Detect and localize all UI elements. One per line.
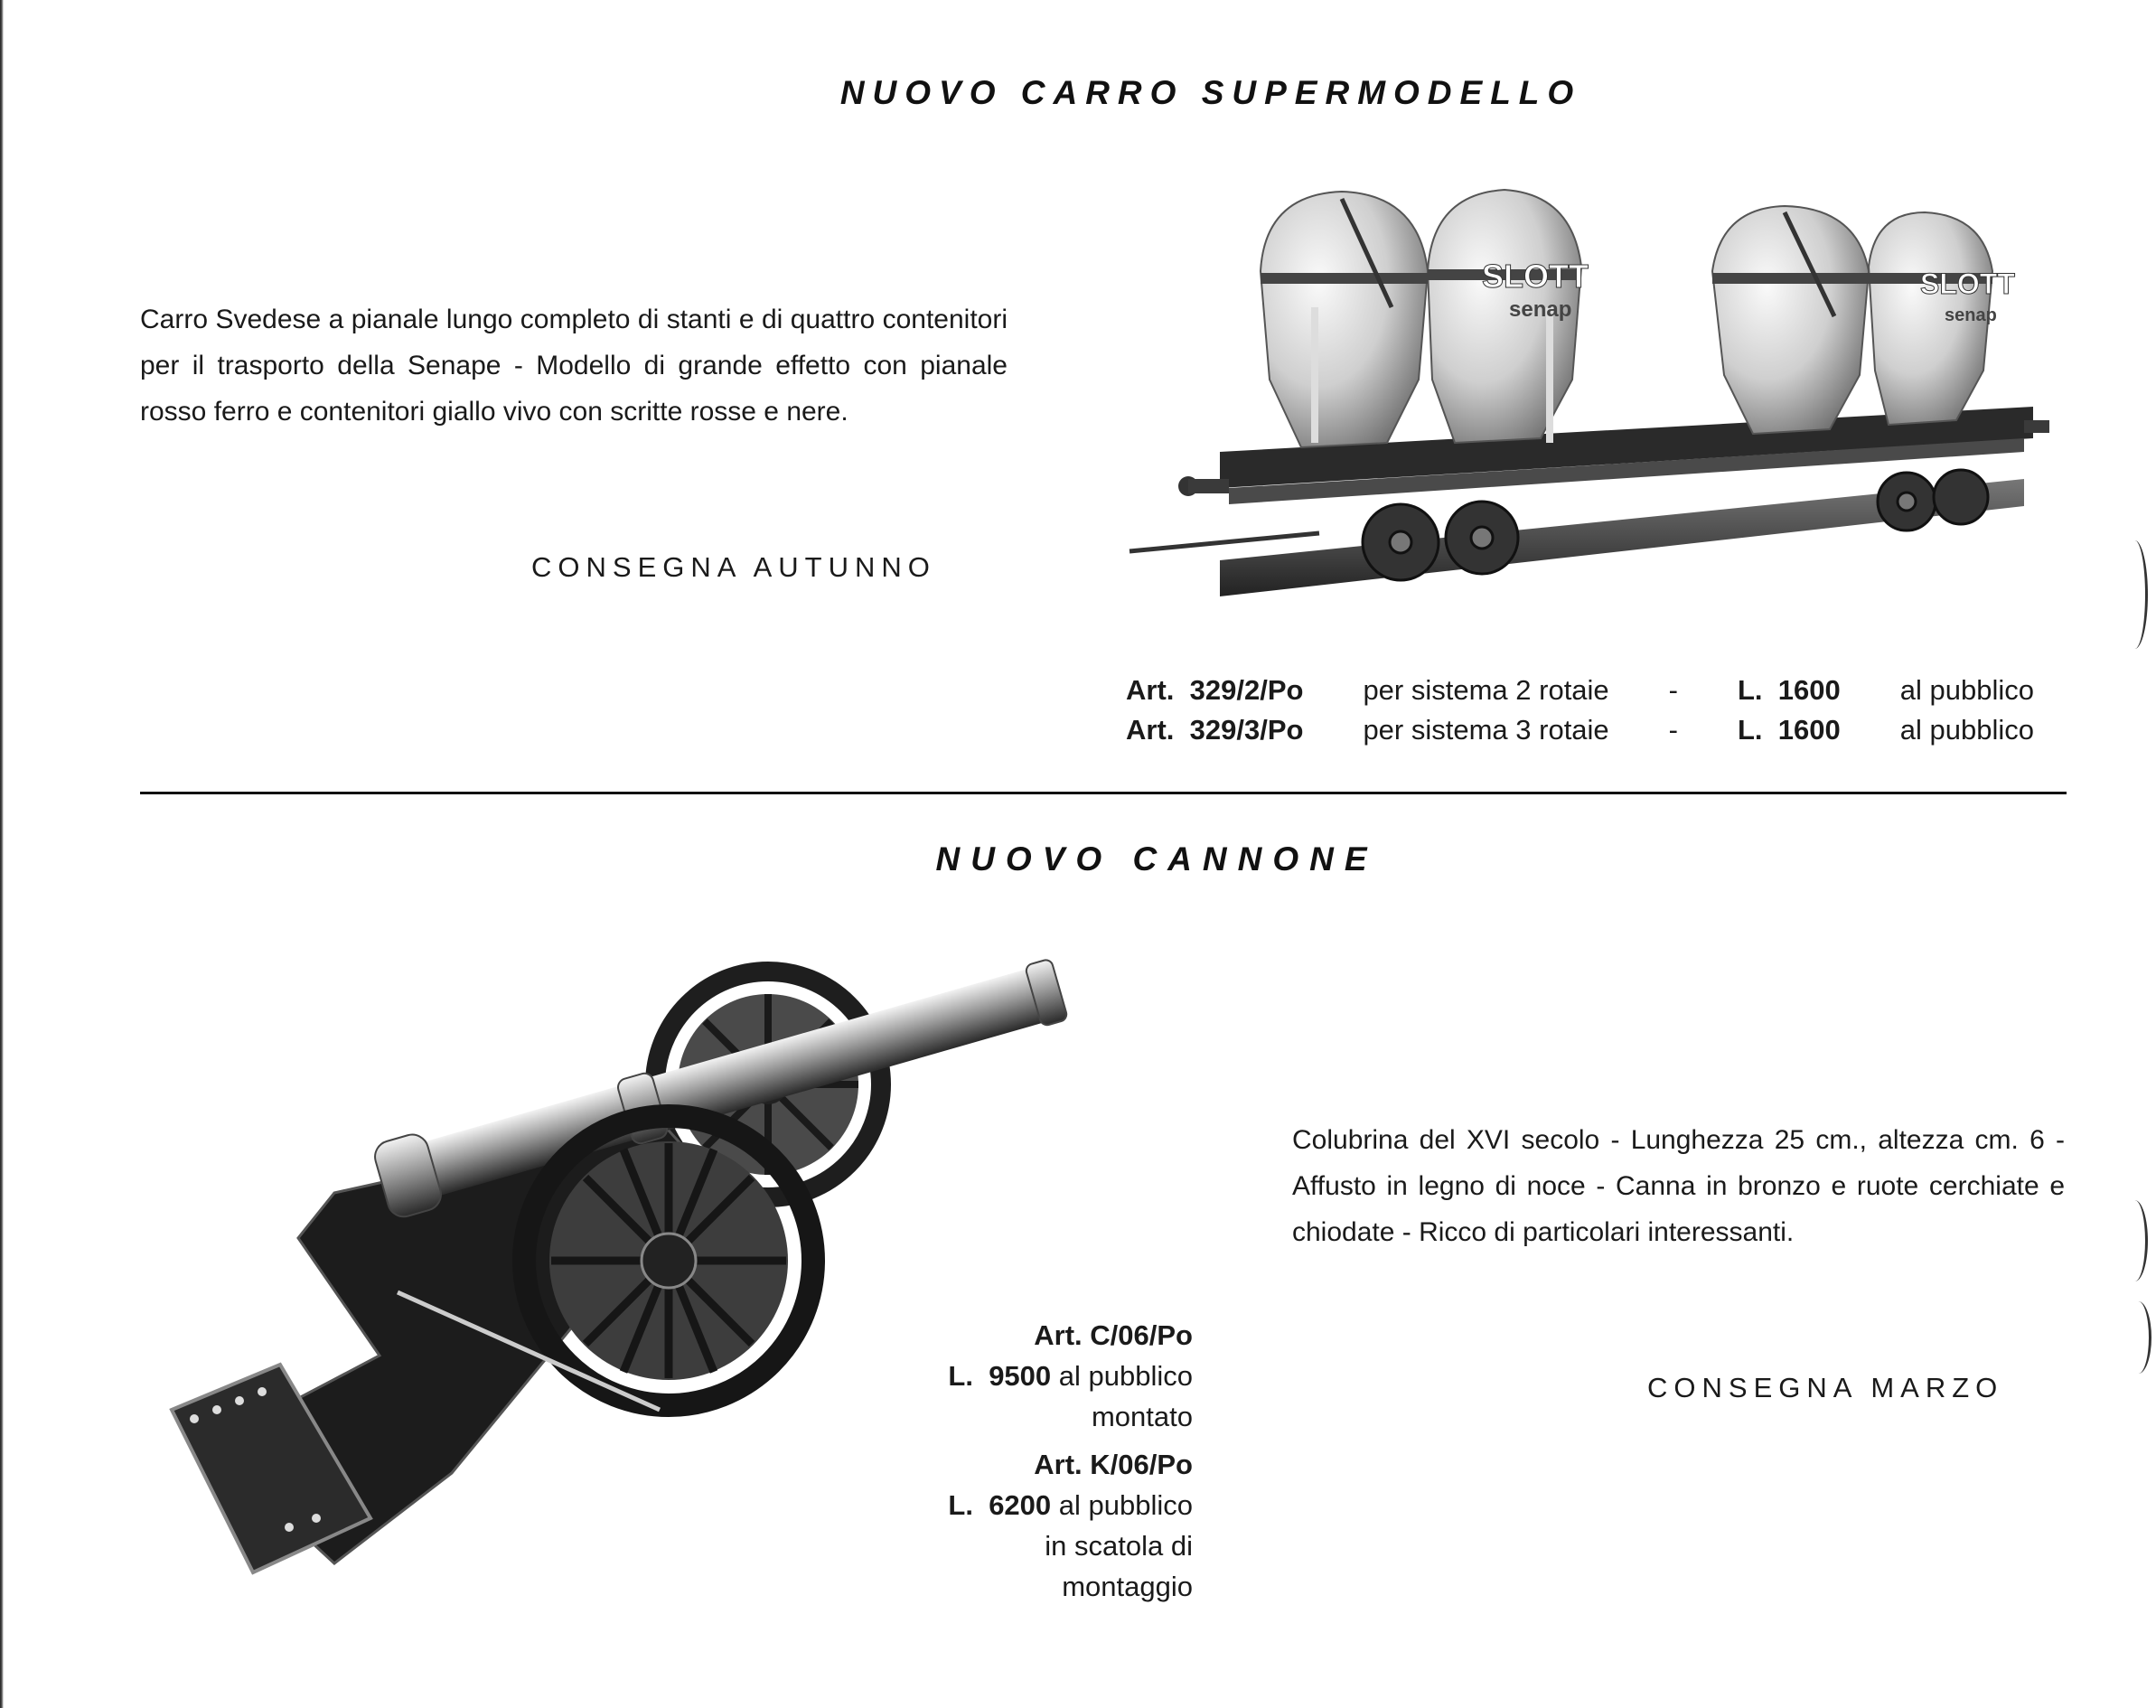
wagon-price-list (1126, 671, 2034, 750)
cannon-description (1292, 1117, 2065, 1255)
wagon-price-row (1126, 671, 2034, 710)
rail-system: per sistema 3 rotaie (1363, 714, 1609, 746)
container-sub-text: senap (1509, 297, 1572, 322)
container-sub-text: senap (1945, 305, 1997, 325)
cannon-price-item (813, 1444, 1193, 1607)
price-suffix: al pubblico (1058, 1489, 1193, 1521)
currency: L. (948, 1360, 973, 1392)
cannon-section-heading: NUOVO CANNONE (935, 840, 1378, 877)
cannon-price-item (813, 1315, 1193, 1437)
article-code: 329/3/Po (1189, 714, 1304, 746)
price-suffix: al pubblico (1058, 1360, 1193, 1392)
container-brand-text: SLOTT (1920, 267, 2015, 300)
section-divider (140, 792, 2067, 794)
currency: L. (948, 1489, 973, 1521)
wagon-section-heading: NUOVO CARRO SUPERMODELLO (839, 74, 1582, 111)
art-label: Art. (1126, 714, 1175, 746)
item-note: in scatola di montaggio (1045, 1530, 1193, 1602)
page-binding-edge (0, 0, 4, 1708)
margin-mark (2122, 1200, 2148, 1281)
rail-system: per sistema 2 rotaie (1363, 674, 1609, 706)
wagon-photo (1120, 172, 2051, 642)
price: 9500 (989, 1360, 1052, 1392)
wagon-price-row (1126, 710, 2034, 750)
item-note: montato (1091, 1401, 1193, 1432)
cannon-description-text: Colubrina del XVI secolo - Lunghezza 25 cm., altezza cm. 6 - Affusto in legno di noce - Canna in bronzo e ruote cerchiate e chiodate - Ricco di particolari interessanti. (1292, 1125, 2065, 1247)
price: 6200 (989, 1489, 1052, 1521)
wagon-description (140, 296, 1008, 435)
currency: L. (1738, 674, 1763, 706)
wagon-delivery-note: CONSEGNA AUTUNNO (531, 551, 936, 583)
mustard-containers (1261, 190, 1992, 447)
article-code: 329/2/Po (1189, 674, 1304, 706)
margin-mark (2125, 1301, 2151, 1374)
wagon-description-text: Carro Svedese a pianale lungo completo di stanti e di quattro contenitori per il trasporto della Senape - Modello di grande effetto con pianale rosso ferro e contenitori giallo vivo con scritte rosse e nere. (140, 305, 1008, 427)
price: 1600 (1777, 674, 1841, 706)
price-suffix: al pubblico (1899, 674, 2034, 706)
price: 1600 (1777, 714, 1841, 746)
article-code: Art. K/06/Po (1034, 1449, 1193, 1480)
price-suffix: al pubblico (1899, 714, 2034, 746)
separator: - (1668, 674, 1678, 706)
cannon-delivery-note: CONSEGNA MARZO (1647, 1372, 2004, 1403)
currency: L. (1738, 714, 1763, 746)
margin-mark (2122, 540, 2148, 649)
art-label: Art. (1126, 674, 1175, 706)
article-code: Art. C/06/Po (1034, 1319, 1193, 1351)
front-wheel (524, 1116, 813, 1405)
separator: - (1668, 714, 1678, 746)
container-brand-text: SLOTT (1482, 258, 1589, 295)
